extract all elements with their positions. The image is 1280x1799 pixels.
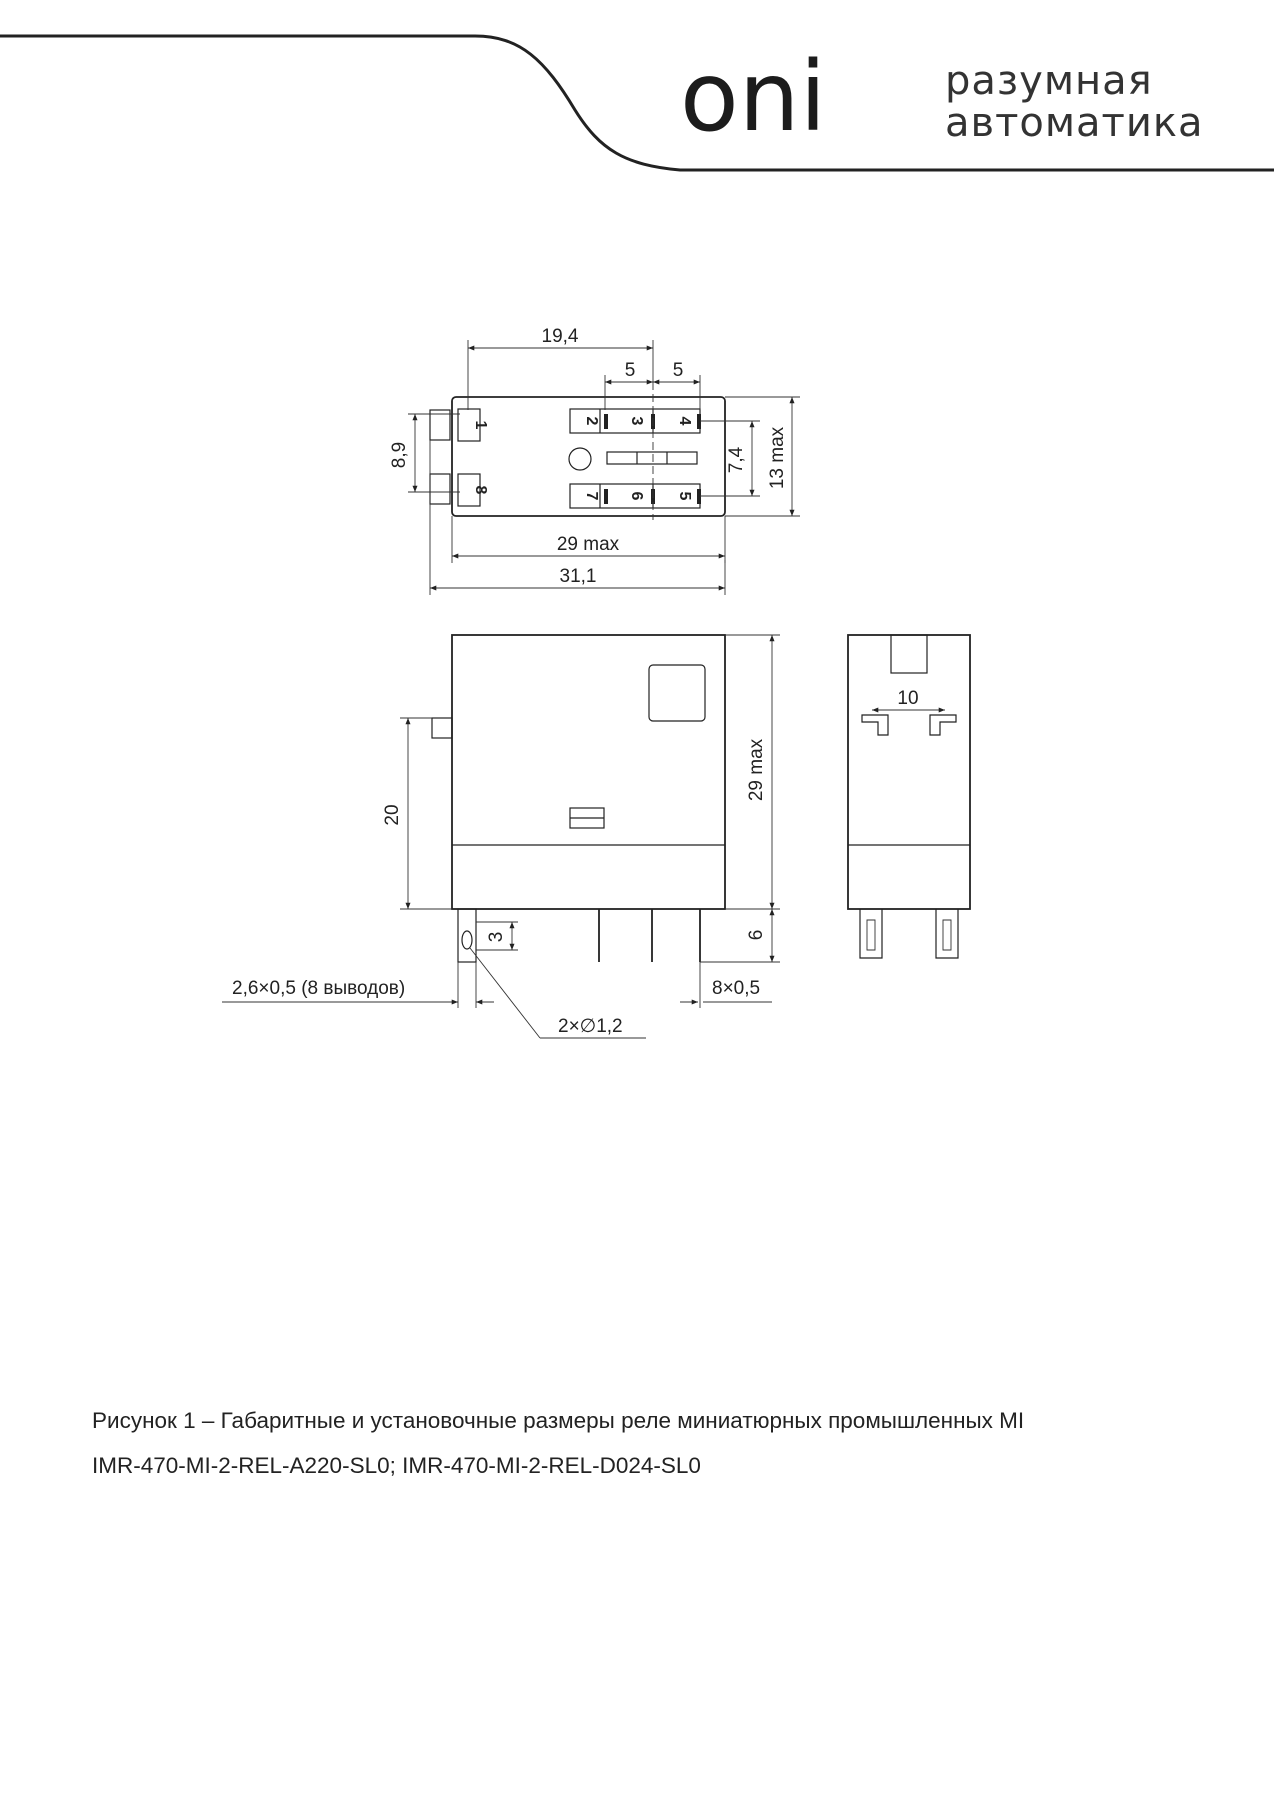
brand-tagline-line2: автоматика (945, 100, 1204, 146)
side-view-bracket-right (930, 715, 956, 735)
pin-blade-5 (697, 489, 701, 504)
side-view-pin-right (936, 909, 958, 958)
leader-holes (470, 948, 540, 1038)
top-view-led-circle (569, 448, 591, 470)
note-pin-thickness: 8×0,5 (712, 978, 761, 999)
front-view-pin-coil (458, 909, 476, 962)
dim-hole-offset: 3 (486, 931, 507, 943)
pin-label-4: 4 (676, 416, 693, 426)
pin-label-7: 7 (583, 491, 600, 501)
caption-line2: IMR-470-MI-2-REL-A220-SL0; IMR-470-MI-2-REL-D024-SL0 (92, 1453, 701, 1478)
pin-label-6: 6 (628, 491, 645, 501)
side-view-top-tab (891, 635, 927, 673)
dim-pitch-right: 5 (672, 360, 684, 381)
dim-overall-length: 31,1 (559, 566, 597, 587)
dim-row-spacing: 7,4 (726, 446, 747, 474)
top-view-coil-pin-lower (430, 474, 450, 504)
pin-label-2: 2 (583, 416, 600, 426)
dim-coil-height: 20 (382, 804, 403, 826)
dim-pin-span: 19,4 (541, 326, 579, 347)
dim-pin-length: 6 (746, 929, 767, 941)
side-view-bracket-left (862, 715, 888, 735)
dim-coil-pins: 8,9 (389, 441, 410, 469)
pin-label-3: 3 (628, 416, 645, 426)
front-view-coil-pin (432, 718, 452, 738)
pin-label-5: 5 (676, 491, 693, 501)
note-holes: 2×∅1,2 (558, 1016, 623, 1037)
caption-line1: Рисунок 1 – Габаритные и установочные размеры реле миниатюрных промышленных MI (92, 1408, 1025, 1433)
top-view-coil-pin-upper (430, 410, 450, 440)
pin-blade-2 (604, 414, 608, 429)
brand-logo: oni (680, 41, 827, 153)
pin-label-8: 8 (472, 485, 489, 495)
pin-blade-4 (697, 414, 701, 429)
dim-pin-spacing: 10 (897, 688, 919, 709)
dim-pitch-left: 5 (624, 360, 636, 381)
front-view (222, 635, 780, 1038)
figure-caption (92, 1398, 1222, 1488)
front-view-body (452, 635, 725, 909)
side-view (848, 635, 970, 958)
top-view-center-slot (607, 452, 697, 464)
note-pin-size: 2,6×0,5 (8 выводов) (232, 978, 406, 999)
brand-tagline-line1: разумная (945, 58, 1153, 104)
front-view-window (649, 665, 705, 721)
pin-label-1: 1 (472, 420, 489, 430)
front-view-pin-hole (462, 931, 472, 949)
side-view-body (848, 635, 970, 909)
dim-length-max: 29 max (556, 534, 620, 555)
pin-blade-7 (604, 489, 608, 504)
dim-height-max: 29 max (746, 738, 767, 802)
side-view-pin-left (860, 909, 882, 958)
dim-width-max: 13 max (767, 426, 788, 490)
top-view (389, 326, 800, 595)
